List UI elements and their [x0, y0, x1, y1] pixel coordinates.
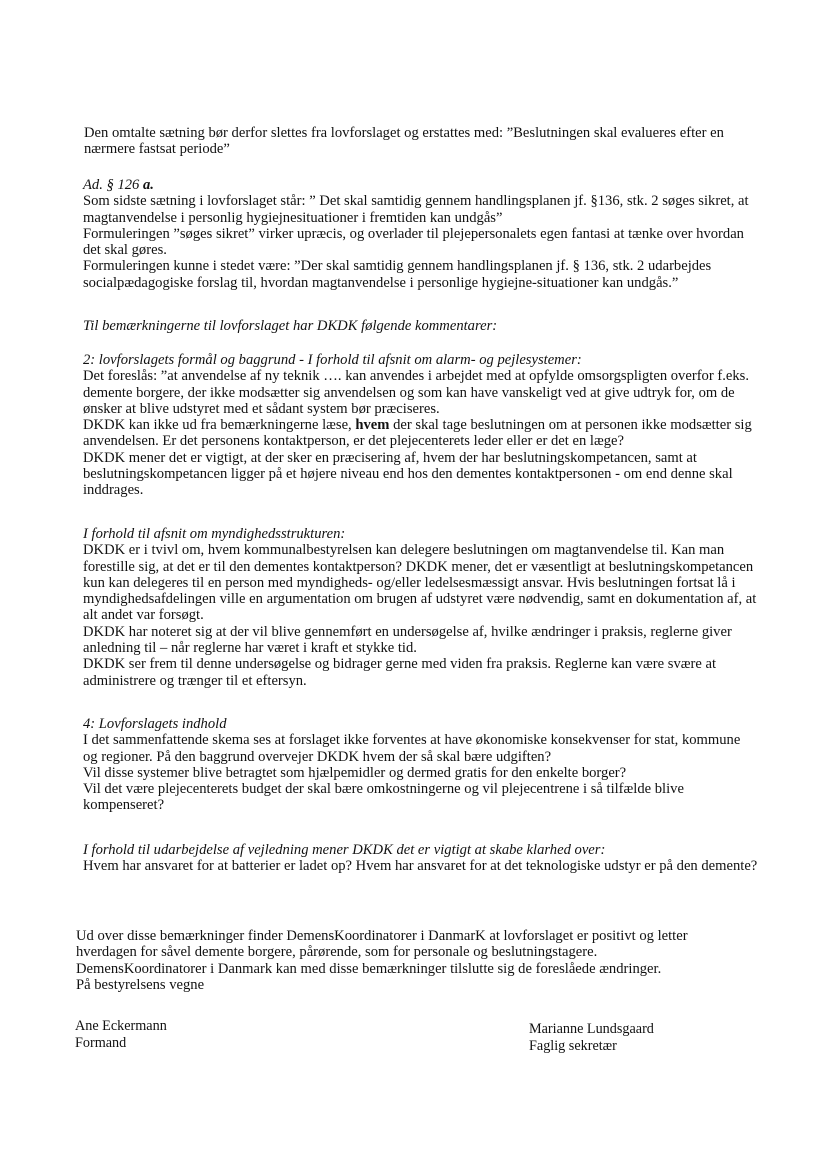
intro-text: Den omtalte sætning bør derfor slettes fra lovforslaget og erstattes med: ”Beslutningen skal evalueres efter en nærmere fastsat periode” — [84, 125, 724, 158]
closing-signoff: På bestyrelsens vegne — [76, 976, 205, 993]
section2-paragraph-1: Det foreslås: ”at anvendelse af ny teknik …. kan anvendes i arbejdet med at opfylde omsorgspligten overfor f.eks. demente borgere, der ikke modsætter sig anvendelsen og som kan have vanskeligt ved at give udtryk for, om de ønsker at blive udstyret med et sådant system bør præciseres. — [83, 368, 749, 417]
signature-left-title: Formand — [75, 1034, 127, 1051]
remarks-intro-text: Til bemærkningerne til lovforslaget har DKDK følgende kommentarer: — [83, 318, 498, 334]
section-authority — [83, 526, 758, 689]
section-ad-126a — [83, 177, 758, 291]
signature-right-name: Marianne Lundsgaard — [529, 1021, 654, 1037]
signature-left — [75, 1018, 167, 1051]
authority-heading: I forhold til afsnit om myndighedsstrukturen: — [83, 526, 346, 542]
section4-paragraph-1: I det sammenfattende skema ses at forslaget ikke forventes at have økonomiske konsekvenser for stat, kommune og regioner. På den baggrund overvejer DKDK hvem der så skal bære udgiften? — [83, 732, 741, 765]
signature-right-title: Faglig sekretær — [529, 1037, 617, 1054]
ad126-paragraph-2: Formuleringen ”søges sikret” virker upræcis, og overlader til plejepersonalets egen fantasi at tænke over hvordan det skal gøres. — [83, 225, 744, 259]
section-2 — [83, 352, 758, 499]
section4-paragraph-2: Vil disse systemer blive betragtet som hjælpemidler og dermed gratis for den enkelte borger? — [83, 764, 627, 781]
section4-heading: 4: Lovforslagets indhold — [83, 716, 227, 732]
guidance-paragraph-1: Hvem har ansvaret for at batterier er ladet op? Hvem har ansvaret for at det teknologiske udstyr er på den demente? — [83, 858, 758, 875]
remarks-intro — [83, 318, 758, 334]
section2-paragraph-3: DKDK mener det er vigtigt, at der sker en præcisering af, hvem der har beslutningskompetancen, samt at beslutningskompetancen ligger på et højere niveau end hos den dementes kontaktpersonen - om end denne skal inddrages. — [83, 449, 733, 499]
closing-paragraph-2: DemensKoordinatorer i Danmark kan med disse bemærkninger tilslutte sig de foreslåede ændringer. — [76, 960, 662, 977]
guidance-heading: I forhold til udarbejdelse af vejledning mener DKDK det er vigtigt at skabe klarhed over: — [83, 842, 606, 858]
closing-paragraph-1: Ud over disse bemærkninger finder DemensKoordinatorer i DanmarK at lovforslaget er positivt og letter hverdagen for såvel demente borgere, pårørende, som for personale og beslutningstagere. — [76, 928, 688, 961]
authority-paragraph-2: DKDK har noteret sig at der vil blive gennemført en undersøgelse af, hvilke ændringer i praksis, reglerne giver anledning til – når reglerne har været i kraft et stykke tid. — [83, 623, 732, 657]
ad126-heading: Ad. § 126 a. — [83, 177, 154, 193]
signature-left-name: Ane Eckermann — [75, 1018, 167, 1034]
signature-right — [529, 1021, 654, 1054]
ad126-paragraph-1: Som sidste sætning i lovforslaget står: ” Det skal samtidig gennem handlingsplanen jf. §136, stk. 2 søges sikret, at magtanvendelse i personlig hygiejnesituationer i fremtiden kan undgås” — [83, 193, 749, 226]
intro-paragraph — [84, 125, 759, 158]
closing-block — [76, 928, 751, 993]
section-4 — [83, 716, 758, 814]
section2-paragraph-2: DKDK kan ikke ud fra bemærkningerne læse, hvem der skal tage beslutningen om at personen ikke modsætter sig anvendelsen. Er det personens kontaktperson, er det plejecenterets leder eller er det en læge? — [83, 417, 752, 450]
section2-heading: 2: lovforslagets formål og baggrund - I forhold til afsnit om alarm- og pejlesystemer: — [83, 352, 582, 368]
ad126-paragraph-3: Formuleringen kunne i stedet være: ”Der skal samtidig gennem handlingsplanen jf. § 136, stk. 2 udarbejdes socialpædagogiske forslag til, hvordan magtanvendelse i personlige hygiejne-situationer kan undgås.” — [83, 258, 712, 291]
section4-paragraph-3: Vil det være plejecenterets budget der skal bære omkostningerne og vil plejecentrene i så tilfælde blive kompenseret? — [83, 781, 684, 814]
authority-paragraph-3: DKDK ser frem til denne undersøgelse og bidrager gerne med viden fra praksis. Reglerne kan være svære at administrere og trænger til et eftersyn. — [83, 656, 716, 689]
authority-paragraph-1: DKDK er i tvivl om, hvem kommunalbestyrelsen kan delegere beslutningen om magtanvendelse til. Kan man forestille sig, at det er til den dementes kontaktperson? DKDK mener, det er væsentligt at beslutningskompetancen kun kan delegeres til en person med myndigheds- og/eller ledelsesmæssigt ansvar. Hvis beslutningen fortsat lå i myndighedsafdelingen ville en argumentation om brugen af udstyret være nødvendig, samt en dokumentation af, at alt andet var forsøgt. — [83, 542, 757, 624]
section-guidance — [83, 842, 758, 875]
